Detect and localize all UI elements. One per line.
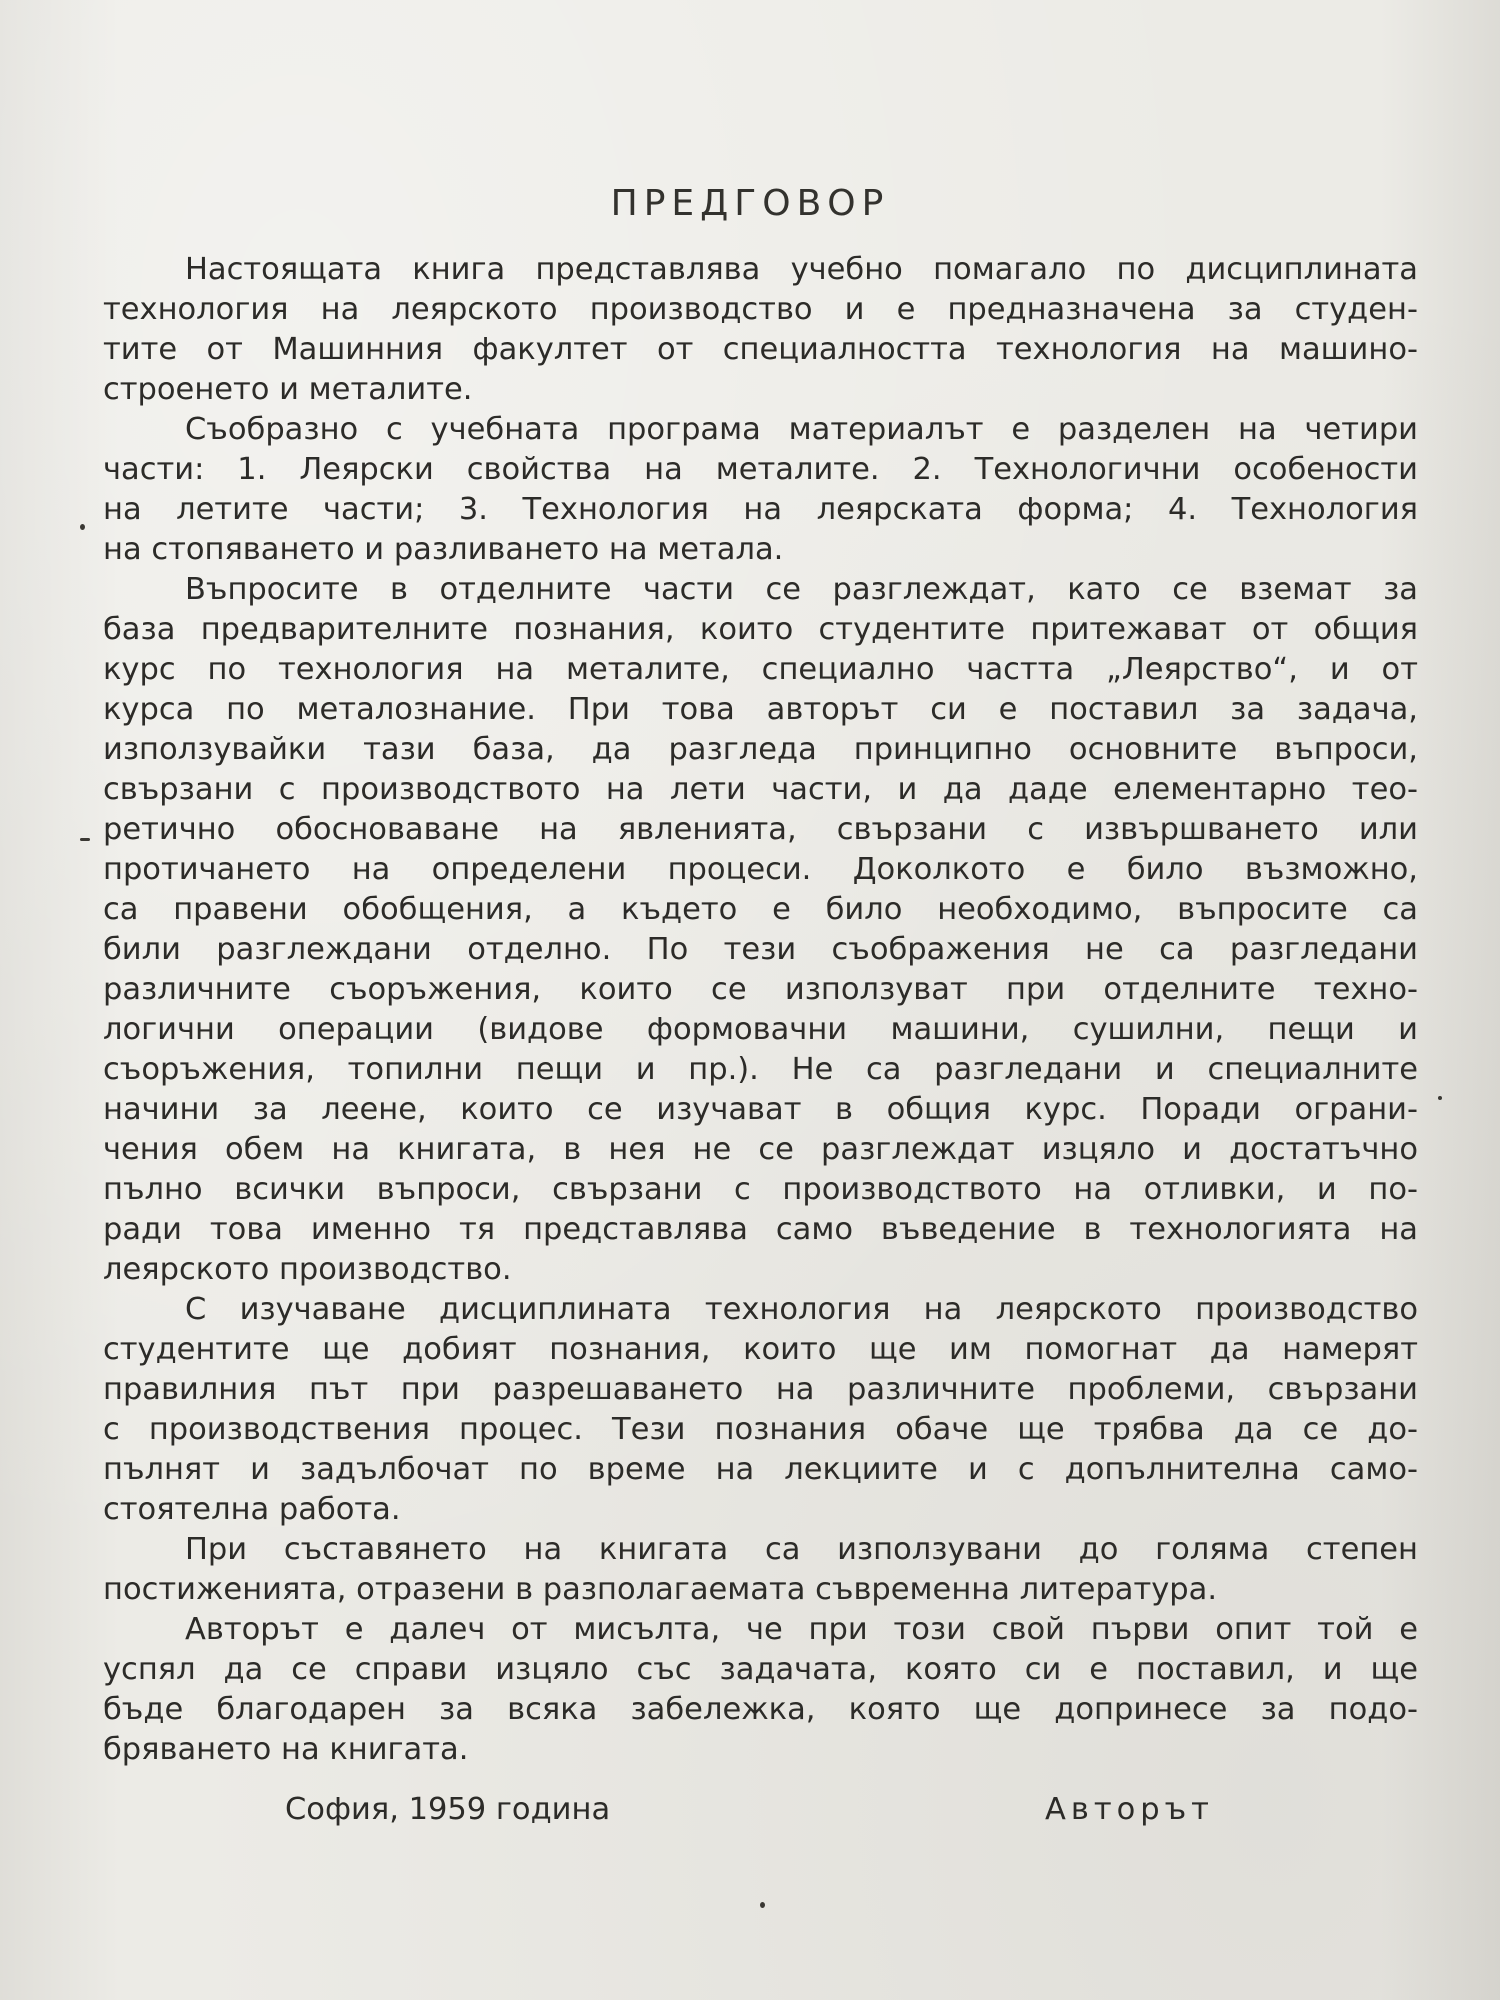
text-line: ретично обосноваване на явленията, свързани с извършването или — [103, 812, 1418, 847]
text-line: използувайки тази база, да разгледа принципно основните въпроси, — [103, 732, 1418, 767]
text-line: технология на леярското производство и е предназначена за студен- — [103, 292, 1418, 327]
signature-row — [0, 1792, 1500, 1832]
text-line: пълно всички въпроси, свързани с производството на отливки, и по- — [103, 1172, 1418, 1207]
page-speck — [760, 1902, 765, 1908]
text-line: база предварителните познания, които студентите притежават от общия — [103, 612, 1418, 647]
place-and-date: София, 1959 година — [285, 1792, 611, 1827]
page-speck — [1438, 1096, 1442, 1100]
text-line: успял да се справи изцяло със задачата, която си е поставил, и ще — [103, 1652, 1418, 1687]
text-line: логични операции (видове формовачни машини, сушилни, пещи и — [103, 1012, 1418, 1047]
text-line: строенето и металите. — [103, 372, 473, 407]
text-line: начини за леене, които се изучават в общия курс. Поради ограни- — [103, 1092, 1418, 1127]
paragraph — [103, 570, 1418, 1290]
text-line: постиженията, отразени в разполагаемата съвременна литература. — [103, 1572, 1218, 1607]
paragraph — [103, 250, 1418, 410]
text-line: били разглеждани отделно. По тези съображения не са разгледани — [103, 932, 1418, 967]
text-line: При съставянето на книгата са използувани до голяма степен — [185, 1532, 1418, 1567]
text-line: на стопяването и разливането на метала. — [103, 532, 784, 567]
text-line: стоятелна работа. — [103, 1492, 401, 1527]
text-line: протичането на определени процеси. Доколкото е било възможно, — [103, 852, 1418, 887]
text-line: тите от Машинния факултет от специалността технология на машино- — [103, 332, 1418, 367]
preface-body — [103, 250, 1418, 1770]
paragraph — [103, 1610, 1418, 1770]
page-speck — [80, 838, 90, 841]
page-speck — [80, 524, 85, 530]
text-line: правилния път при разрешаването на различните проблеми, свързани — [103, 1372, 1418, 1407]
text-line: курса по металознание. При това авторът си е поставил за задача, — [103, 692, 1418, 727]
text-line: с производствения процес. Тези познания обаче ще трябва да се до- — [103, 1412, 1418, 1447]
author-signature: Авторът — [1045, 1792, 1214, 1827]
text-line: Авторът е далеч от мисълта, че при този свой първи опит той е — [185, 1612, 1418, 1647]
text-line: леярското производство. — [103, 1252, 512, 1287]
text-line: чения обем на книгата, в нея не се разглеждат изцяло и достатъчно — [103, 1132, 1418, 1167]
paragraph — [103, 1290, 1418, 1530]
paragraph — [103, 410, 1418, 570]
text-line: пълнят и задълбочат по време на лекциите и с допълнителна само- — [103, 1452, 1418, 1487]
text-line: са правени обобщения, а където е било необходимо, въпросите са — [103, 892, 1418, 927]
text-line: съоръжения, топилни пещи и пр.). Не са разгледани и специалните — [103, 1052, 1418, 1087]
paragraph — [103, 1530, 1418, 1610]
text-line: Въпросите в отделните части се разглеждат, като се вземат за — [185, 572, 1418, 607]
text-line: различните съоръжения, които се използуват при отделните техно- — [103, 972, 1418, 1007]
text-line: Настоящата книга представлява учебно помагало по дисциплината — [185, 252, 1418, 287]
text-line: на летите части; 3. Технология на леярската форма; 4. Технология — [103, 492, 1418, 527]
text-line: бъде благодарен за всяка забележка, която ще допринесе за подо- — [103, 1692, 1418, 1727]
text-line: студентите ще добият познания, които ще им помогнат да намерят — [103, 1332, 1418, 1367]
text-line: С изучаване дисциплината технология на леярското производство — [185, 1292, 1418, 1327]
page-title: ПРЕДГОВОР — [610, 183, 890, 224]
text-line: курс по технология на металите, специално частта „Леярство“, и от — [103, 652, 1418, 687]
text-line: ради това именно тя представлява само въведение в технологията на — [103, 1212, 1418, 1247]
text-line: свързани с производството на лети части, и да даде елементарно тео- — [103, 772, 1418, 807]
text-line: бряването на книгата. — [103, 1732, 469, 1767]
text-line: части: 1. Леярски свойства на металите. 2. Технологични особености — [103, 452, 1418, 487]
text-line: Съобразно с учебната програма материалът е разделен на четири — [185, 412, 1418, 447]
